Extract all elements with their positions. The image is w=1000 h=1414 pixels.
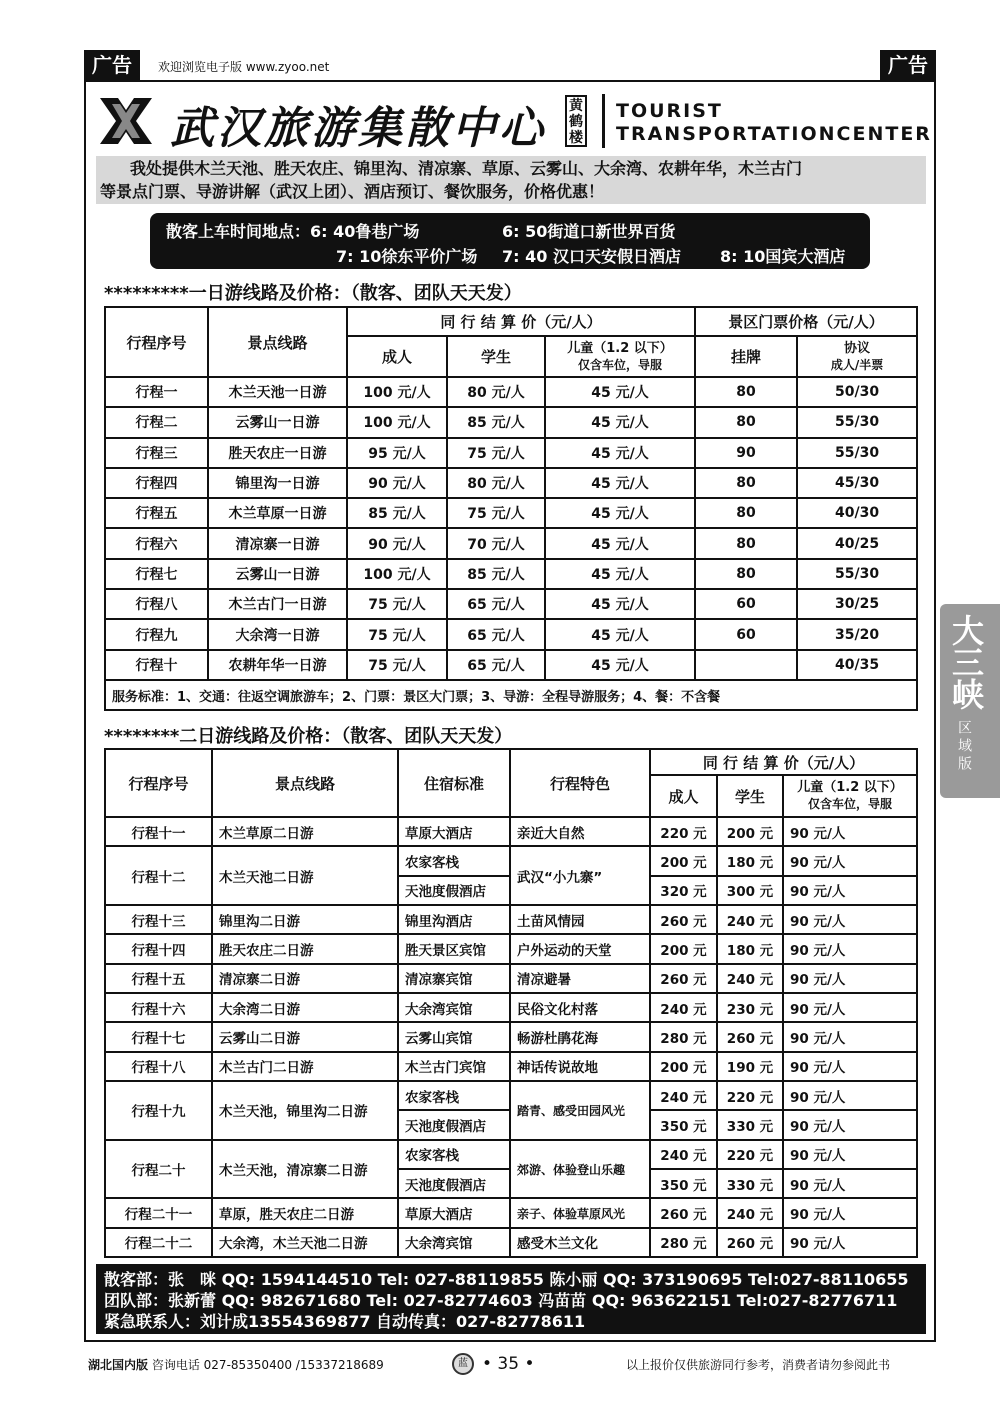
table-row [105, 619, 917, 649]
day2-cell-adult: 350 元 [650, 1169, 717, 1198]
day2-cell-route: 木兰天池，清凉寨二日游 [212, 1140, 398, 1199]
day2-cell-feature: 户外运动的天堂 [510, 934, 650, 963]
day2-cell-hotel: 云雾山宾馆 [398, 1022, 510, 1051]
day1-cell-route: 木兰古门一日游 [208, 589, 347, 619]
day2-cell-student: 260 元 [717, 1228, 783, 1257]
contact-line3: 紧急联系人：刘计成13554369877 自动传真：027-82778611 [104, 1312, 586, 1331]
day1-cell-route: 大余湾一日游 [208, 619, 347, 649]
day1-cell-no: 行程十 [105, 650, 208, 680]
day1-cell-route: 胜天农庄一日游 [208, 438, 347, 468]
day1-cell-student: 80 元/人 [447, 377, 545, 407]
day1-cell-listed: 80 [695, 528, 797, 558]
day2-cell-child: 90 元/人 [783, 846, 917, 875]
day1-cell-adult: 75 元/人 [347, 619, 447, 649]
day1-cell-adult: 75 元/人 [347, 589, 447, 619]
page-number: • 35 • [482, 1354, 535, 1374]
footer-phone: 咨询电话 027-85350400 /15337218689 [151, 1358, 384, 1372]
day2-cell-feature: 畅游杜鹃花海 [510, 1022, 650, 1051]
day2-header-child [783, 775, 917, 817]
day1-cell-child: 45 元/人 [545, 528, 695, 558]
day1-header-listed: 挂牌 [695, 336, 797, 377]
table-row [105, 964, 917, 993]
day2-section-title: ********二日游线路及价格：（散客、团队天天发） [104, 726, 513, 747]
day1-cell-listed: 80 [695, 559, 797, 589]
day2-cell-adult: 200 元 [650, 846, 717, 875]
day1-header-settle: 同 行 结 算 价（元/人） [347, 307, 695, 336]
day1-header-route: 景点线路 [208, 307, 347, 377]
top-url: 欢迎浏览电子版 www.zyoo.net [158, 60, 330, 74]
day1-cell-child: 45 元/人 [545, 498, 695, 528]
day2-cell-adult: 200 元 [650, 1052, 717, 1081]
day2-cell-route: 云雾山二日游 [212, 1022, 398, 1051]
day2-cell-hotel: 大余湾宾馆 [398, 993, 510, 1022]
day2-cell-feature: 武汉“小九寨” [510, 846, 650, 905]
day1-cell-child: 45 元/人 [545, 377, 695, 407]
day2-header-child-main: 儿童（1.2 以下） [797, 780, 903, 795]
day2-cell-student: 260 元 [717, 1022, 783, 1051]
day1-cell-agreed: 40/35 [797, 650, 917, 680]
contact-box [96, 1264, 926, 1334]
day2-cell-route: 大余湾，木兰天池二日游 [212, 1228, 398, 1257]
day1-cell-child: 45 元/人 [545, 438, 695, 468]
day2-header-feature: 行程特色 [510, 749, 650, 817]
day1-cell-agreed: 35/20 [797, 619, 917, 649]
pickup-line2a: 7: 10徐东平价广场 [336, 247, 478, 266]
day2-header-settle: 同 行 结 算 价（元/人） [650, 749, 917, 775]
title-en-line2 [616, 123, 932, 146]
day2-cell-route: 草原，胜天农庄二日游 [212, 1198, 398, 1227]
table-row [105, 589, 917, 619]
day1-cell-listed: 60 [695, 589, 797, 619]
day1-header-child-main: 儿童（1.2 以下） [567, 340, 673, 356]
day1-cell-child: 45 元/人 [545, 650, 695, 680]
day2-cell-hotel: 胜天景区宾馆 [398, 934, 510, 963]
day2-cell-adult: 260 元 [650, 1198, 717, 1227]
header-divider [602, 94, 605, 148]
day1-header-agreed [797, 336, 917, 377]
table-row [105, 559, 917, 589]
day2-cell-student: 300 元 [717, 876, 783, 905]
day2-cell-adult: 200 元 [650, 934, 717, 963]
day2-cell-child: 90 元/人 [783, 1081, 917, 1110]
day2-cell-feature: 感受木兰文化 [510, 1228, 650, 1257]
day2-cell-route: 木兰天池，锦里沟二日游 [212, 1081, 398, 1140]
day1-cell-student: 70 元/人 [447, 528, 545, 558]
day1-header-adult: 成人 [347, 336, 447, 377]
day1-service-note: 服务标准：1、交通：往返空调旅游车；2、门票：景区大门票；3、导游：全程导游服务；4、餐：不含餐 [105, 680, 917, 710]
day2-cell-adult: 260 元 [650, 905, 717, 934]
day2-header-route: 景点线路 [212, 749, 398, 817]
pickup-line1b: 6: 50街道口新世界百货 [502, 222, 676, 241]
day2-price-table [104, 748, 918, 1258]
day2-cell-route: 木兰古门二日游 [212, 1052, 398, 1081]
day2-cell-no: 行程十三 [105, 905, 212, 934]
day2-cell-route: 大余湾二日游 [212, 993, 398, 1022]
day2-header-student: 学生 [717, 775, 783, 817]
day2-cell-student: 240 元 [717, 1198, 783, 1227]
day1-cell-student: 65 元/人 [447, 589, 545, 619]
yellow-crane-seal: 黄鹤楼 [565, 95, 587, 147]
day1-header-agreed-main: 协议 [844, 340, 871, 356]
day1-cell-student: 75 元/人 [447, 438, 545, 468]
side-tab-title: 大三峡 [947, 614, 985, 710]
pickup-box [150, 213, 870, 269]
day1-header-child-sub: 仅含车位，导服 [578, 357, 663, 372]
day2-cell-hotel: 大余湾宾馆 [398, 1228, 510, 1257]
day2-cell-child: 90 元/人 [783, 1169, 917, 1198]
day2-header-child-sub: 仅含车位，导服 [808, 797, 893, 811]
day2-cell-hotel: 农家客栈 [398, 1081, 510, 1110]
day2-cell-student: 220 元 [717, 1140, 783, 1169]
table-row [105, 993, 917, 1022]
day1-cell-listed: 80 [695, 407, 797, 437]
day2-cell-child: 90 元/人 [783, 1228, 917, 1257]
day1-cell-adult: 85 元/人 [347, 498, 447, 528]
day2-cell-hotel: 天池度假酒店 [398, 876, 510, 905]
title-en-line1: TOURIST [616, 100, 723, 122]
day1-cell-adult: 100 元/人 [347, 407, 447, 437]
day2-cell-no: 行程十九 [105, 1081, 212, 1140]
table-row [105, 934, 917, 963]
day2-cell-child: 90 元/人 [783, 1140, 917, 1169]
day2-cell-child: 90 元/人 [783, 817, 917, 846]
day2-cell-no: 行程十四 [105, 934, 212, 963]
day2-cell-no: 行程十五 [105, 964, 212, 993]
day2-cell-feature: 亲子、体验草原风光 [510, 1198, 650, 1227]
day2-cell-student: 180 元 [717, 934, 783, 963]
table-row [105, 1081, 917, 1110]
day2-cell-no: 行程十一 [105, 817, 212, 846]
day2-cell-adult: 320 元 [650, 876, 717, 905]
day2-cell-child: 90 元/人 [783, 964, 917, 993]
day1-cell-student: 75 元/人 [447, 498, 545, 528]
day2-cell-hotel: 农家客栈 [398, 846, 510, 875]
day2-cell-child: 90 元/人 [783, 993, 917, 1022]
day2-cell-student: 240 元 [717, 905, 783, 934]
table-row [105, 1052, 917, 1081]
day2-cell-feature: 神话传说故地 [510, 1052, 650, 1081]
day2-cell-student: 200 元 [717, 817, 783, 846]
day1-cell-no: 行程三 [105, 438, 208, 468]
day1-cell-adult: 90 元/人 [347, 528, 447, 558]
day1-cell-no: 行程六 [105, 528, 208, 558]
day2-cell-hotel: 农家客栈 [398, 1140, 510, 1169]
table-row [105, 528, 917, 558]
day2-cell-adult: 280 元 [650, 1228, 717, 1257]
day2-cell-adult: 240 元 [650, 993, 717, 1022]
day2-cell-adult: 350 元 [650, 1110, 717, 1139]
day2-cell-child: 90 元/人 [783, 934, 917, 963]
day1-header-ticket: 景区门票价格（元/人） [695, 307, 917, 336]
table-row [105, 817, 917, 846]
center-title-cn: 武汉旅游集散中心 [170, 103, 546, 154]
day1-table-body [105, 377, 917, 680]
day1-cell-route: 云雾山一日游 [208, 407, 347, 437]
day2-cell-hotel: 天池度假酒店 [398, 1169, 510, 1198]
day2-cell-adult: 220 元 [650, 817, 717, 846]
day1-cell-student: 65 元/人 [447, 650, 545, 680]
day2-cell-child: 90 元/人 [783, 1052, 917, 1081]
day2-cell-feature: 踏青、感受田园风光 [510, 1081, 650, 1140]
day2-cell-route: 锦里沟二日游 [212, 905, 398, 934]
region-side-tab [940, 604, 1000, 798]
day1-cell-agreed: 50/30 [797, 377, 917, 407]
day2-cell-feature: 郊游、体验登山乐趣 [510, 1140, 650, 1199]
day2-cell-no: 行程二十一 [105, 1198, 212, 1227]
table-row [105, 407, 917, 437]
day1-cell-no: 行程一 [105, 377, 208, 407]
day2-cell-hotel: 草原大酒店 [398, 817, 510, 846]
table-row [105, 468, 917, 498]
day1-cell-student: 80 元/人 [447, 468, 545, 498]
day2-cell-child: 90 元/人 [783, 876, 917, 905]
day1-cell-child: 45 元/人 [545, 619, 695, 649]
day2-cell-feature: 民俗文化村落 [510, 993, 650, 1022]
footer-edition: 湖北国内版 [88, 1358, 149, 1372]
day2-cell-route: 胜天农庄二日游 [212, 934, 398, 963]
day1-header-no: 行程序号 [105, 307, 208, 377]
day1-cell-adult: 95 元/人 [347, 438, 447, 468]
day1-cell-adult: 90 元/人 [347, 468, 447, 498]
day2-cell-hotel: 锦里沟酒店 [398, 905, 510, 934]
day1-cell-no: 行程四 [105, 468, 208, 498]
center-logo-icon [98, 96, 154, 146]
day1-cell-no: 行程八 [105, 589, 208, 619]
day1-cell-student: 85 元/人 [447, 559, 545, 589]
day2-cell-no: 行程十二 [105, 846, 212, 905]
day2-header-hotel: 住宿标准 [398, 749, 510, 817]
table-row [105, 650, 917, 680]
day1-header-agreed-sub: 成人/半票 [830, 357, 884, 372]
day2-cell-adult: 240 元 [650, 1081, 717, 1110]
day2-cell-student: 230 元 [717, 993, 783, 1022]
day2-cell-route: 木兰天池二日游 [212, 846, 398, 905]
day2-cell-student: 240 元 [717, 964, 783, 993]
service-intro [96, 156, 926, 204]
table-row [105, 846, 917, 875]
day2-cell-hotel: 木兰古门宾馆 [398, 1052, 510, 1081]
footer-page [452, 1353, 535, 1375]
day1-price-table [104, 306, 918, 711]
day1-cell-agreed: 40/30 [797, 498, 917, 528]
day1-cell-agreed: 55/30 [797, 559, 917, 589]
ad-badge-right: 广告 [880, 50, 936, 80]
day1-cell-no: 行程七 [105, 559, 208, 589]
day1-cell-agreed: 40/25 [797, 528, 917, 558]
day1-cell-student: 85 元/人 [447, 407, 545, 437]
table-row [105, 438, 917, 468]
day2-cell-child: 90 元/人 [783, 905, 917, 934]
table-row [105, 1198, 917, 1227]
day1-cell-child: 45 元/人 [545, 559, 695, 589]
day1-cell-agreed: 55/30 [797, 407, 917, 437]
day1-header-child [545, 336, 695, 377]
day1-cell-route: 木兰草原一日游 [208, 498, 347, 528]
day1-cell-listed: 80 [695, 498, 797, 528]
day2-cell-no: 行程二十 [105, 1140, 212, 1199]
intro-line2: 等景点门票、导游讲解（武汉上团）、酒店预订、餐饮服务，价格优惠！ [100, 182, 605, 201]
center-title-en [616, 100, 932, 146]
day2-cell-feature: 亲近大自然 [510, 817, 650, 846]
day1-cell-agreed: 45/30 [797, 468, 917, 498]
day1-cell-no: 行程二 [105, 407, 208, 437]
intro-line1: 我处提供木兰天池、胜天农庄、锦里沟、清凉寨、草原、云雾山、大余湾、农耕年华，木兰古门 [130, 159, 803, 178]
day2-cell-student: 180 元 [717, 846, 783, 875]
side-tab-subtitle: 区域版 [956, 720, 972, 774]
day1-cell-route: 清凉寨一日游 [208, 528, 347, 558]
day2-cell-child: 90 元/人 [783, 1022, 917, 1051]
day2-cell-feature: 清凉避暑 [510, 964, 650, 993]
day2-header-no: 行程序号 [105, 749, 212, 817]
day2-cell-student: 190 元 [717, 1052, 783, 1081]
day1-cell-listed: 80 [695, 468, 797, 498]
day1-cell-listed: 60 [695, 619, 797, 649]
footer-disclaimer: 以上报价仅供旅游同行参考，消费者请勿参阅此书 [626, 1358, 891, 1372]
day2-cell-adult: 280 元 [650, 1022, 717, 1051]
day1-cell-child: 45 元/人 [545, 589, 695, 619]
day1-cell-child: 45 元/人 [545, 468, 695, 498]
table-row [105, 377, 917, 407]
table-row [105, 1140, 917, 1169]
day1-cell-agreed: 55/30 [797, 438, 917, 468]
day2-cell-student: 330 元 [717, 1110, 783, 1139]
table-row [105, 1022, 917, 1051]
day2-table-body [105, 817, 917, 1257]
day1-cell-listed: 90 [695, 438, 797, 468]
day2-cell-hotel: 天池度假酒店 [398, 1110, 510, 1139]
day2-cell-route: 清凉寨二日游 [212, 964, 398, 993]
day1-cell-no: 行程九 [105, 619, 208, 649]
contact-line2: 团队部：张新蕾 QQ: 982671680 Tel: 027-82774603 冯苗苗 QQ: 963622151 Tel:027-82776711 [104, 1291, 898, 1310]
day2-cell-feature: 土苗风情园 [510, 905, 650, 934]
day2-cell-no: 行程二十二 [105, 1228, 212, 1257]
day2-cell-hotel: 清凉寨宾馆 [398, 964, 510, 993]
day2-cell-no: 行程十六 [105, 993, 212, 1022]
day1-cell-route: 云雾山一日游 [208, 559, 347, 589]
day2-cell-no: 行程十七 [105, 1022, 212, 1051]
ad-badge-left: 广告 [84, 50, 140, 80]
day1-cell-route: 锦里沟一日游 [208, 468, 347, 498]
footer-left [88, 1356, 384, 1373]
pickup-line2b: 7: 40 汉口天安假日酒店 [502, 247, 681, 266]
table-row [105, 1228, 917, 1257]
day1-cell-listed [695, 650, 797, 680]
title-en-center: CENTER [836, 123, 932, 145]
day1-header-student: 学生 [447, 336, 545, 377]
day2-cell-adult: 240 元 [650, 1140, 717, 1169]
day1-cell-listed: 80 [695, 377, 797, 407]
day1-cell-adult: 100 元/人 [347, 559, 447, 589]
day2-cell-student: 220 元 [717, 1081, 783, 1110]
page-ring-icon: 蓝 [452, 1353, 474, 1375]
table-row [105, 498, 917, 528]
day1-cell-student: 65 元/人 [447, 619, 545, 649]
day2-cell-route: 木兰草原二日游 [212, 817, 398, 846]
day2-cell-no: 行程十八 [105, 1052, 212, 1081]
day1-cell-agreed: 30/25 [797, 589, 917, 619]
pickup-line2c: 8: 10国宾大酒店 [720, 247, 846, 266]
day1-section-title: *********一日游线路及价格：（散客、团队天天发） [104, 283, 522, 304]
table-row [105, 905, 917, 934]
day2-header-adult: 成人 [650, 775, 717, 817]
day1-cell-route: 木兰天池一日游 [208, 377, 347, 407]
day2-cell-child: 90 元/人 [783, 1198, 917, 1227]
day2-cell-adult: 260 元 [650, 964, 717, 993]
day1-cell-adult: 100 元/人 [347, 377, 447, 407]
day2-cell-student: 330 元 [717, 1169, 783, 1198]
day2-cell-child: 90 元/人 [783, 1110, 917, 1139]
contact-line1: 散客部：张 咪 QQ: 1594144510 Tel: 027-88119855 陈小丽 QQ: 373190695 Tel:027-88110655 [104, 1270, 909, 1289]
day1-cell-adult: 75 元/人 [347, 650, 447, 680]
day2-cell-hotel: 草原大酒店 [398, 1198, 510, 1227]
day1-cell-no: 行程五 [105, 498, 208, 528]
title-en-transportation: TRANSPORTATION [616, 123, 837, 145]
day1-cell-route: 农耕年华一日游 [208, 650, 347, 680]
day1-cell-child: 45 元/人 [545, 407, 695, 437]
pickup-line1a: 散客上车时间地点：6: 40鲁巷广场 [166, 222, 420, 241]
